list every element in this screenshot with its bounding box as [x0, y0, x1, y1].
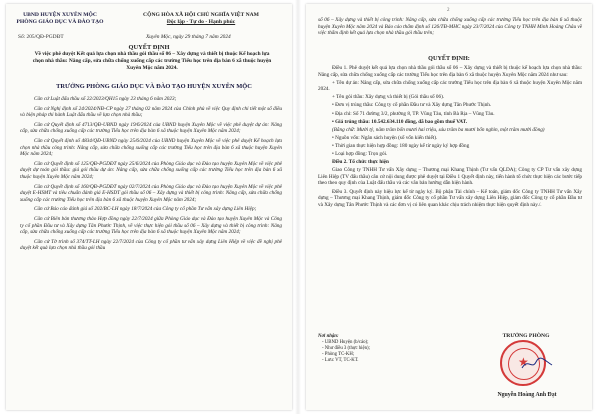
article-item: • Địa chỉ: Số 71 đường 3/2, phường 8, TP. Vũng Tàu, tỉnh Bà Rịa – Vũng Tàu. — [332, 110, 495, 117]
document-number: Số: 205/QĐ-PGDĐT — [18, 34, 64, 40]
signer-name: Nguyễn Hoàng Anh Đạt — [497, 392, 557, 398]
recipient-item: - Như điều 3 (thực hiện); — [322, 346, 370, 351]
page-number: 2 — [447, 8, 450, 13]
issuer-header — [10, 12, 110, 26]
document-page-2 — [306, 4, 592, 410]
issuer-line-1: UBND HUYỆN XUYÊN MỘC — [23, 12, 97, 18]
legal-basis — [20, 96, 282, 255]
decision-heading: QUYẾT ĐỊNH: — [428, 55, 470, 62]
basis-paragraph: số 06 – Xây dựng và thiết bị công trình: Nâng cấp, sửa chữa chống xuống cấp các trường Tiểu học trên địa bàn 6 xã thuộc huyện Xuyên Mộc năm 2024 và Báo cáo thẩm định số 126/TĐ-MHC ngày 23/7/2024 của Công ty TNHH Minh Hoàng Châu về việc thẩm định kết quả lựa chọn nhà thầu gói thầu trên; — [318, 17, 582, 37]
issuer-line-2: PHÒNG GIÁO DỤC VÀ ĐÀO TẠO — [16, 19, 104, 25]
recipients-title: Nơi nhận: — [318, 334, 339, 339]
document-page-1 — [6, 4, 292, 410]
article-item: • Loại hợp đồng: Trọn gói. — [332, 151, 388, 158]
basis-paragraph: Căn cứ Báo cáo đánh giá số 202/BC-LH ngày 18/7/2024 của Công ty cổ phần Tư vấn xây dựng Liên Hiệp; — [34, 206, 257, 213]
article-item: • Nguồn vốn: Ngân sách huyện (số vốn kiến thiết). — [332, 134, 438, 141]
document-title: QUYẾT ĐỊNH — [128, 44, 170, 51]
article-item: Giao Công ty TNHH Tư vấn Xây dựng – Thương mại Khang Thịnh (Tư vấn QLDA); Công ty CP Tư vấn xây dựng Liên Hiệp (TV đấu thầu) căn cứ nội dung được phê duyệt tại Điều 1 Quyết định này, tiến hành tổ chức thực hiện các bước tiếp theo theo quy định của Luật đấu thầu và các văn bản hướng dẫn hiện hành. — [318, 167, 582, 187]
article-3: Điều 3. Quyết định này hiệu lực kể từ ngày ký. Bộ phận Tài chính – Kế toán, giám đốc Công ty TNHH Tư vấn Xây dựng – Thương mại Khang Thịnh, giám đốc Công ty cổ phần Tư vấn xây dựng Liên Hiệp, giám đốc Công ty cổ phần Đầu tư và Xây dựng Tân Phước Thịnh và các đơn vị có liên quan khác chịu trách nhiệm thực hiện quyết định này./. — [318, 188, 582, 208]
handwritten-signature-icon — [520, 356, 554, 372]
basis-paragraph: Căn cứ Tờ trình số 374/TT-LH ngày 22/7/2024 của Công ty cổ phần tư vấn xây dựng Liên Hiệp về việc đề nghị phê duyệt kết quả lựa chọn nhà thầu gói thầu — [20, 238, 282, 252]
article-2: Điều 2. Tổ chức thực hiện — [332, 159, 389, 166]
article-item: + Tên dự án: Nâng cấp, sửa chữa chống xuống cấp các trường Tiểu học trên địa bàn 6 xã thuộc huyện Xuyên Mộc năm 2024. — [318, 79, 582, 93]
basis-paragraph: Căn cứ Quyết định số 4713/QĐ-UBND ngày 19/6/2024 của UBND huyện Xuyên Mộc về việc phê duyệt dự án: Nâng cấp, sửa chữa chống xuống cấp các trường Tiểu học trên địa bàn 6 xã thuộc huyện Xuyên Mộc năm 2024; — [20, 121, 282, 135]
recipient-item: - UBND Huyện (b/cáo); — [322, 340, 369, 345]
article-1: Điều 1. Phê duyệt kết quả lựa chọn nhà thầu gói thầu số 06 – Xây dựng và thiết bị thuộc kế hoạch lựa chọn nhà thầu: Nâng cấp, sửa chữa chống xuống cấp các trường Tiểu học trên địa bàn 6 xã thuộc huyện Xuyên Mộc năm 2024 như sau: — [318, 65, 582, 78]
article-item: • Đơn vị trúng thầu: Công ty cổ phần Đầu tư và Xây dựng Tân Phước Thịnh. — [332, 102, 492, 109]
decision-articles — [318, 65, 582, 210]
legal-basis-continued — [318, 17, 582, 40]
basis-paragraph: Căn cứ Biên bản thương thảo Hợp đồng ngày 22/7/2024 giữa Phòng Giáo dục và Đào tạo huyện Xuyên Mộc và Công ty cổ phần Đầu tư và Xây dựng Tân Phước Thịnh, về việc thực hiện gói thầu số 06 – Xây dựng và thiết bị công trình: Nâng cấp, sửa chữa chống xuống cấp các trường Tiểu học trên địa bàn 6 xã thuộc huyện Xuyên Mộc năm 2024; — [20, 215, 282, 236]
national-title: CỘNG HÒA XÃ HỘI CHỦ NGHĨA VIỆT NAM — [143, 12, 259, 18]
issuing-authority: TRƯỞNG PHÒNG GIÁO DỤC VÀ ĐÀO TẠO HUYỆN XUYÊN MỘC — [56, 83, 252, 90]
basis-paragraph: Căn cứ Nghị định số 24/2024/NĐ-CP ngày 27 tháng 02 năm 2024 của Chính phủ về việc Quy định chi tiết một số điều và biện pháp thi hành Luật đấu thầu về lựa chọn nhà thầu; — [20, 105, 282, 119]
basis-paragraph: Căn cứ Luật đấu thầu số 22/2023/QH15 ngày 23 tháng 6 năm 2023; — [34, 96, 177, 102]
basis-paragraph: Căn cứ Quyết định số 160/QĐ-PGDĐT ngày 02/7/2024 của Phòng Giáo dục và Đào tạo huyện Xuyên Mộc về việc phê duyệt E-HSMT và tiêu chuẩn đánh giá E-HSDT gói thầu số 06 – Xây dựng và thiết bị công trình: Nâng cấp, sửa chữa chống xuống cấp các trường Tiểu học trên địa bàn 6 xã thuộc huyện Xuyên Mộc năm 2024; — [20, 183, 282, 203]
page-gap — [295, 0, 301, 414]
recipient-item: - Lưu: VT, TC-KT. — [322, 358, 359, 363]
official-stamp-icon: ★ — [500, 340, 546, 386]
basis-paragraph: Căn cứ Quyết định số 4834/QĐ-UBND ngày 25/6/2024 của UBND huyện Xuyên Mộc về việc phê duyệt Kế hoạch lựa chọn nhà thầu công trình: Nâng cấp, sửa chữa chống xuống cấp các trường Tiểu học trên địa bàn 6 xã thuộc huyện Xuyên Mộc năm 2024; — [20, 137, 282, 158]
article-item: + Tên gói thầu: Xây dựng và thiết bị (Gói thầu số 06). — [332, 94, 445, 101]
document-subject: Về việc phê duyệt Kết quả lựa chọn nhà thầu gói thầu số 06 – Xây dựng và thiết bị thuộc Kế hoạch lựa chọn nhà thầu: Nâng cấp, sửa chữa chống xuống cấp các trường Tiểu học trên địa bàn 6 xã thuộc huyện Xuyên Mộc năm 2024. — [32, 51, 272, 71]
recipient-item: - Phòng TC-KH; — [322, 352, 355, 357]
article-item: • Giá trúng thầu: 10.542.634.110 đồng, đã bao gồm thuế VAT. — [332, 118, 468, 125]
basis-paragraph: Căn cứ Quyết định số 125/QĐ-PGDĐT ngày 25/6/2024 của Phòng Giáo dục và Đào tạo huyện Xuyên Mộc về việc phê duyệt dự toán gói thầu: giá gói thầu dự án: Nâng cấp, sửa chữa chống xuống cấp các trường Tiểu học trên địa bàn 6 xã thuộc huyện Xuyên Mộc năm 2024; — [20, 160, 282, 180]
national-motto: Độc lập - Tự do - Hạnh phúc — [166, 19, 236, 25]
signature-title: TRƯỞNG PHÒNG — [502, 333, 550, 339]
national-header — [116, 12, 286, 26]
recipients-block — [318, 334, 370, 364]
article-item: (Bằng chữ: Mười tỷ, năm trăm bốn mươi hai triệu, sáu trăm ba mươi bốn nghìn, một trăm mười đồng) — [332, 126, 545, 133]
document-date: Xuyên Mộc, ngày 29 tháng 7 năm 2024 — [146, 34, 231, 40]
article-item: • Thời gian thực hiện hợp đồng: 180 ngày kể từ ngày ký hợp đồng — [332, 142, 470, 149]
